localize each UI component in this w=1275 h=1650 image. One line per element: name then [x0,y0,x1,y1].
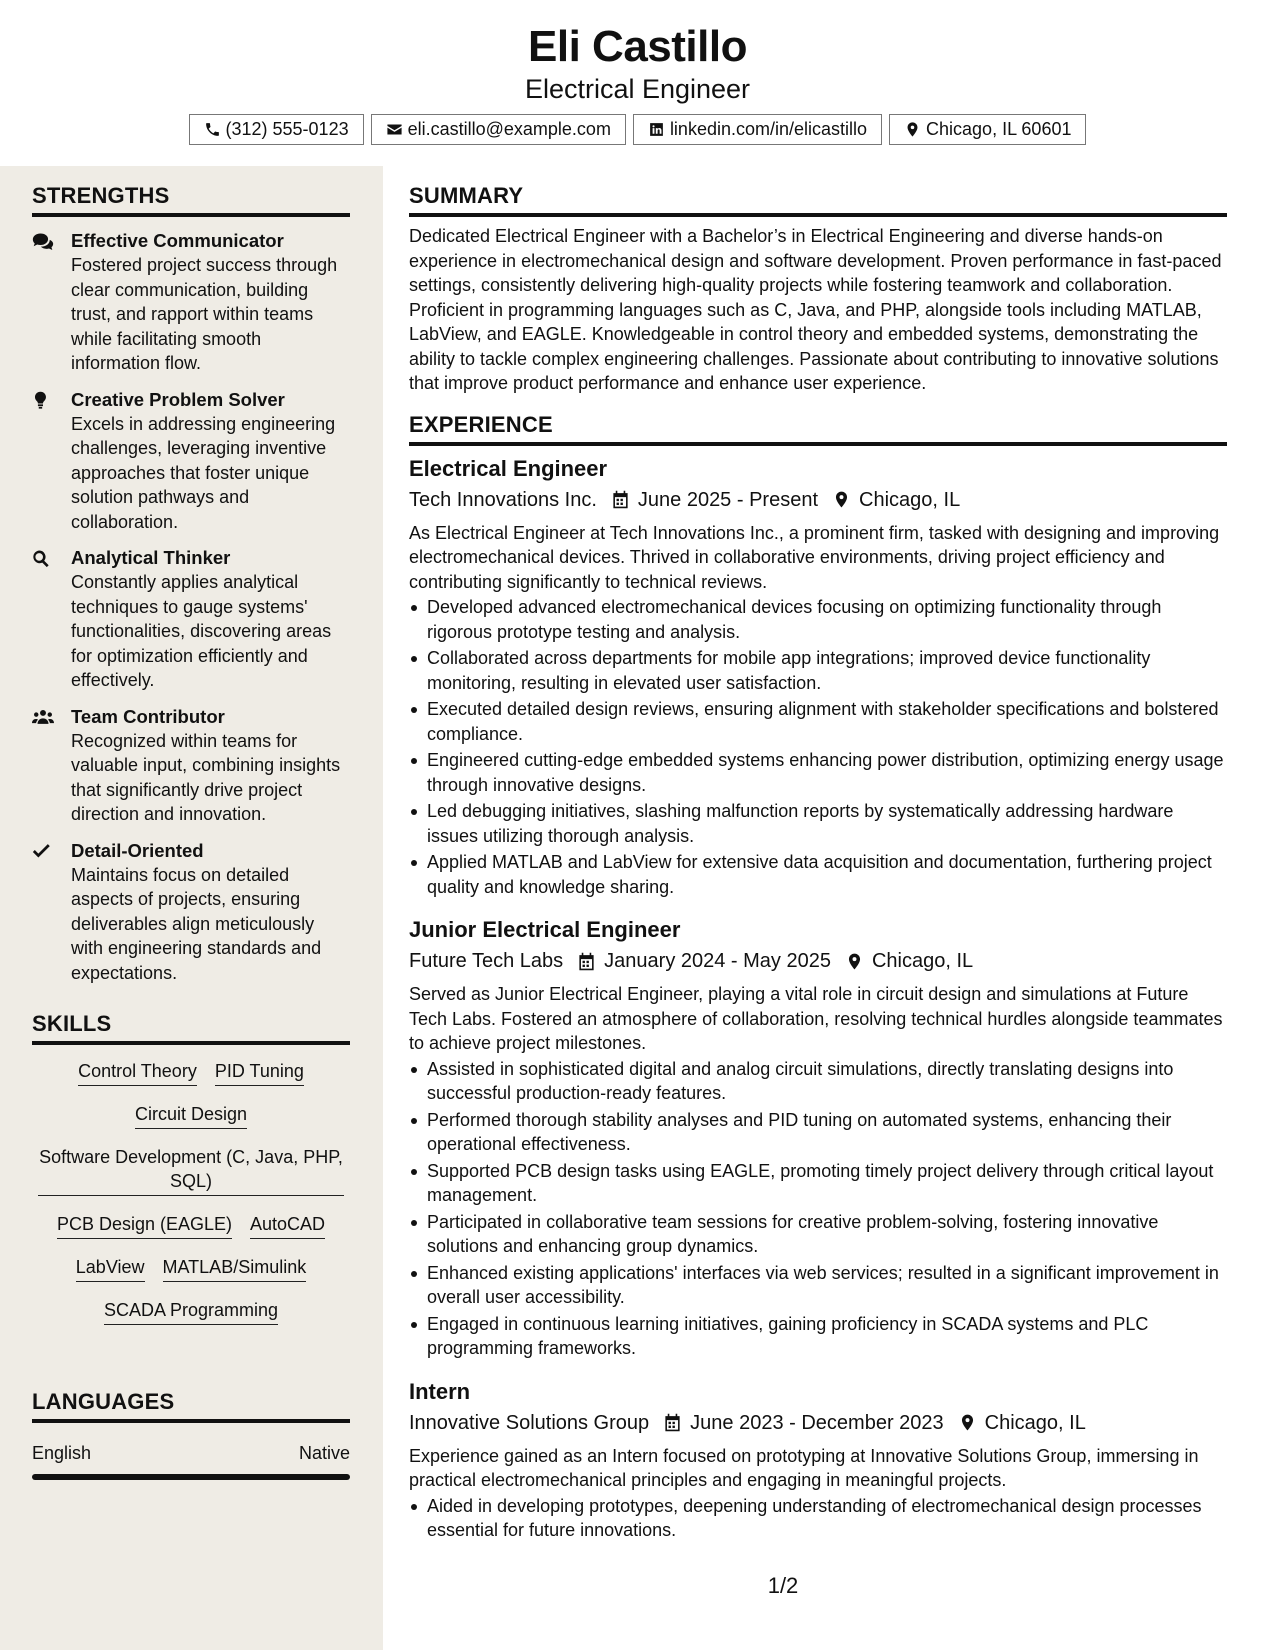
job-description: Experience gained as an Intern focused on prototyping at Innovative Solutions Group, immersing in practical electromechanical principles and engaging in meaningful projects. [409,1445,1199,1490]
job-location: Chicago, IL [871,950,974,972]
envelope-icon [386,121,403,138]
languages-heading: LANGUAGES [32,1389,350,1423]
job-title: Junior Electrical Engineer [409,917,681,942]
bullet-item: Executed detailed design reviews, ensuring alignment with stakeholder specifications and bolstered compliance. [409,697,1227,746]
job-entry [409,454,1227,900]
job-company: Future Tech Labs [409,950,564,972]
job-bullets [409,1494,1227,1543]
job-bullets [409,1057,1227,1361]
job-title: Electrical Engineer [409,455,608,481]
strength-title: Creative Problem Solver [71,388,285,410]
strength-desc: Recognized within teams for valuable input, combining insights that significantly drive project direction and innovation. [71,730,341,824]
linkedin-icon [648,121,665,138]
job-dates: January 2024 - May 2025 [604,950,831,972]
job-dates: June 2025 - Present [637,488,819,511]
contact-location-text: Chicago, IL 60601 [926,119,1072,139]
language-name: English [32,1443,92,1463]
skill-tag: MATLAB/Simulink [163,1255,307,1282]
skill-tag: AutoCAD [250,1212,325,1239]
strength-item [32,546,350,693]
bullet-item: Engaged in continuous learning initiatives, gaining proficiency in SCADA systems and PLC programming frameworks. [409,1312,1227,1361]
skill-tag: Circuit Design [135,1102,247,1129]
calendar-icon [577,952,596,971]
job-dates: June 2023 - December 2023 [690,1411,944,1434]
contact-phone-text: (312) 555-0123 [225,119,349,139]
comments-icon [32,232,54,252]
strength-item [32,229,350,376]
map-pin-icon [904,121,921,138]
skills-heading: SKILLS [32,1011,350,1045]
strength-title: Detail-Oriented [71,839,204,861]
job-entry [409,915,1227,1361]
skills-list [32,1059,350,1325]
bullet-item: Collaborated across departments for mobile app integrations; improved device functionality monitoring, resulting in elevated user satisfaction. [409,646,1227,695]
contact-phone[interactable] [189,114,364,145]
language-row [32,1443,350,1464]
job-company: Tech Innovations Inc. [409,488,597,511]
contact-bar [0,114,1275,145]
map-pin-icon [958,1413,977,1432]
sidebar [0,166,383,1650]
job-meta [409,1408,1227,1438]
calendar-icon [611,490,630,509]
strength-title: Team Contributor [71,705,225,727]
page-number: 1/2 [767,1573,799,1598]
language-proficiency-bar [32,1474,350,1480]
strength-item [32,705,350,827]
contact-linkedin-text: linkedin.com/in/elicastillo [669,119,868,139]
skill-tag: LabView [76,1255,145,1282]
job-description: Served as Junior Electrical Engineer, playing a vital role in circuit design and simulations at Future Tech Labs. Fostered an atmosphere of collaboration, resolving technical hurdles alongside teammates to achieve project milestones. [409,984,1223,1053]
lightbulb-icon [32,391,54,411]
resume-header [0,0,1275,166]
bullet-item: Supported PCB design tasks using EAGLE, promoting timely project delivery through critical layout management. [409,1159,1227,1208]
experience-heading: EXPERIENCE [409,412,1227,446]
job-title: Intern [409,1378,471,1404]
job-location: Chicago, IL [984,1411,1086,1434]
skill-tag: SCADA Programming [104,1298,278,1325]
map-pin-icon [832,490,851,509]
strengths-heading: STRENGTHS [32,183,350,217]
skill-tag: Control Theory [78,1059,197,1086]
bullet-item: Performed thorough stability analyses and PID tuning on automated systems, enhancing their operational effectiveness. [409,1108,1227,1157]
strength-title: Analytical Thinker [71,547,231,568]
contact-linkedin[interactable] [633,114,882,145]
language-level: Native [298,1443,350,1463]
contact-email-text: eli.castillo@example.com [407,119,611,139]
contact-email[interactable] [371,114,626,145]
bullet-item: Engineered cutting-edge embedded systems enhancing power distribution, optimizing energy usage through innovative designs. [409,748,1227,797]
bullet-item: Enhanced existing applications' interfaces via web services; resulted in a significant improvement in overall user accessibility. [409,1261,1227,1310]
strength-desc: Constantly applies analytical techniques to gauge systems' functionalities, discovering areas for optimization efficiently and effectively. [71,572,332,690]
checkmark-icon [32,842,54,862]
magnifier-icon [32,549,54,569]
strength-desc: Fostered project success through clear communication, building trust, and rapport within teams while facilitating smooth information flow. [71,255,338,373]
bullet-item: Developed advanced electromechanical devices focusing on optimizing functionality through rigorous prototype testing and analysis. [409,595,1227,644]
users-icon [32,708,54,728]
strength-item [32,388,350,535]
strength-item [32,839,350,986]
contact-location[interactable] [889,114,1086,145]
job-entry [409,1377,1227,1543]
phone-icon [204,121,221,138]
calendar-icon [663,1413,682,1432]
bullet-item: Aided in developing prototypes, deepening understanding of electromechanical design processes essential for future innovations. [409,1494,1227,1543]
strength-title: Effective Communicator [71,230,284,251]
job-location: Chicago, IL [859,488,961,511]
strength-desc: Maintains focus on detailed aspects of projects, ensuring deliverables align meticulously with engineering standards and expectations. [71,864,322,983]
summary-heading: SUMMARY [409,183,1227,217]
candidate-name: Eli Castillo [528,22,747,71]
bullet-item: Assisted in sophisticated digital and analog circuit simulations, directly translating designs into successful production-ready features. [409,1057,1227,1106]
job-description: As Electrical Engineer at Tech Innovations Inc., a prominent firm, tasked with designing and improving electromechanical devices. Thrived in collaborative environments, driving project efficiency and contributing significantly to technical reviews. [409,522,1220,592]
bullet-item: Participated in collaborative team sessions for creative problem-solving, fostering innovative solutions and enhancing group dynamics. [409,1210,1227,1259]
main-content [383,166,1275,1650]
map-pin-icon [845,952,864,971]
candidate-title: Electrical Engineer [524,74,751,104]
bullet-item: Applied MATLAB and LabView for extensive data acquisition and documentation, furthering project quality and knowledge sharing. [409,850,1227,899]
strength-desc: Excels in addressing engineering challenges, leveraging inventive approaches that foster unique solution pathways and collaboration. [71,413,336,532]
job-company: Innovative Solutions Group [409,1411,650,1434]
summary-text: Dedicated Electrical Engineer with a Bachelor’s in Electrical Engineering and diverse hands-on experience in electromechanical design and software development. Proven performance in fast-paced settings, consistently delivering high-quality projects while fostering teamwork and collaboration. Proficient in programming languages such as C, Java, and PHP, alongside tools including MATLAB, LabView, and EAGLE. Knowledgeable in control theory and embedded systems, demonstrating the ability to tackle complex engineering challenges. Passionate about contributing to innovative solutions that improve product performance and enhance user experience. [409,226,1222,393]
bullet-item: Led debugging initiatives, slashing malfunction reports by systematically addressing hardware issues utilizing thorough analysis. [409,799,1227,848]
job-meta [409,485,1227,515]
skill-tag: Software Development (C, Java, PHP, SQL) [38,1145,344,1196]
job-bullets [409,595,1227,899]
job-meta [409,946,1227,976]
skill-tag: PCB Design (EAGLE) [57,1212,232,1239]
skill-tag: PID Tuning [215,1059,304,1086]
